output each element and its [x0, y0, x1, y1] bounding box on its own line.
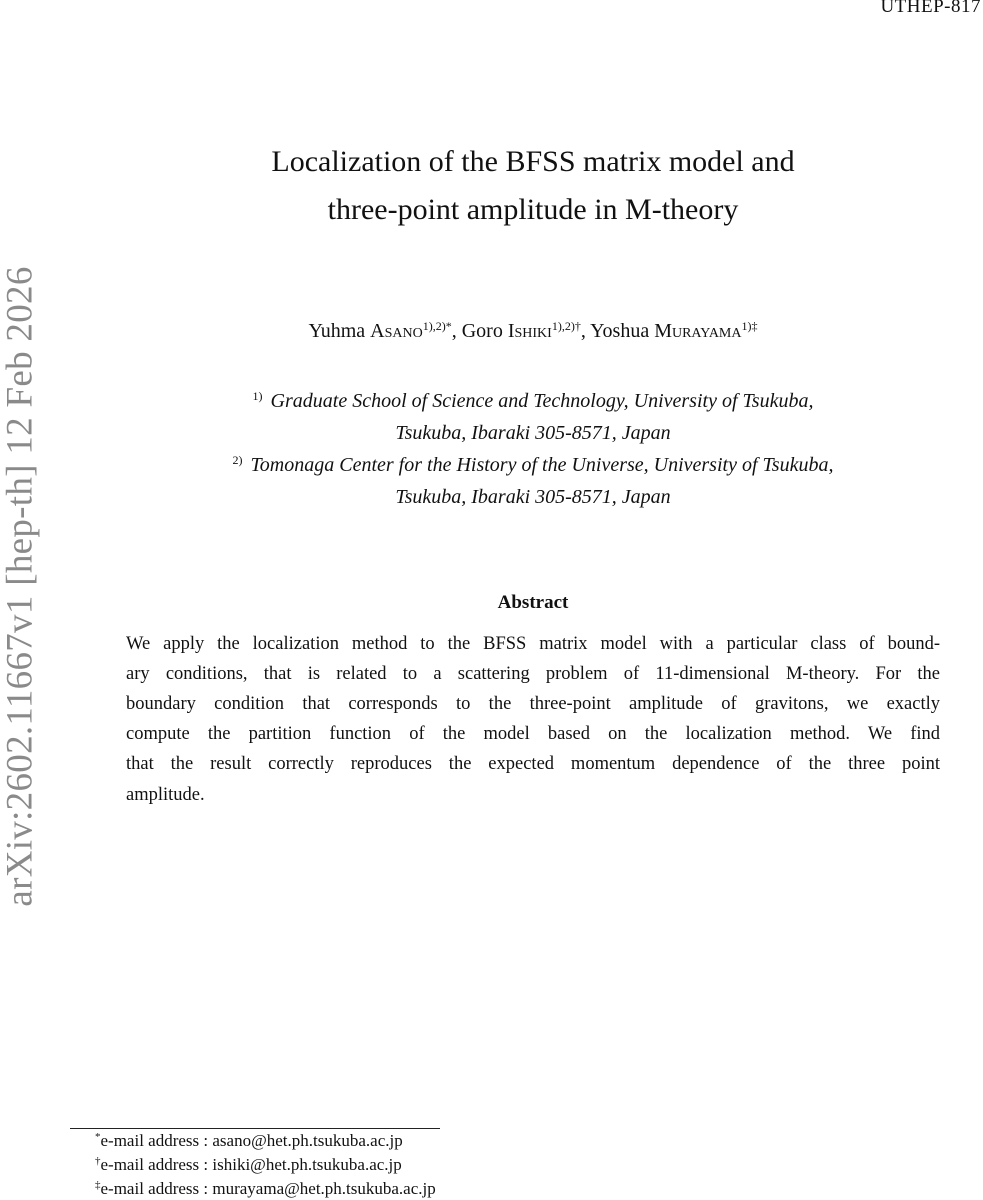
author-first: Yoshua	[590, 320, 650, 342]
author-last: Murayama	[654, 320, 742, 342]
abstract-line: compute the partition function of the model based on the localization method. We find	[126, 724, 940, 744]
footnote-rule	[70, 1128, 440, 1129]
abstract-line: boundary condition that corresponds to the three-point amplitude of gravitons, we exactly	[126, 694, 940, 714]
affiliation-text: Graduate School of Science and Technology, University of Tsukuba,	[270, 390, 814, 412]
title-line-1: Localization of the BFSS matrix model and	[271, 145, 795, 178]
footnote-text: e-mail address : murayama@het.ph.tsukuba.ac.jp	[100, 1179, 436, 1198]
affiliation-2-line-2: Tsukuba, Ibaraki 305-8571, Japan	[395, 486, 671, 508]
abstract-line: amplitude.	[126, 785, 205, 805]
author-marks: 1)‡	[741, 319, 758, 333]
author-last: Asano	[370, 320, 423, 342]
abstract-line: that the result correctly reproduces the expected momentum dependence of the three point	[126, 754, 940, 774]
affiliation-mark: 2)	[232, 453, 243, 467]
abstract-line: ary conditions, that is related to a scattering problem of 11-dimensional M-theory. For the	[126, 664, 940, 684]
author-marks: 1),2)*	[422, 319, 452, 333]
report-number: UTHEP-817	[880, 0, 981, 17]
affiliation-2-line-1	[0, 454, 983, 477]
affiliation-mark: 1)	[252, 389, 263, 403]
author-last: Ishiki	[507, 320, 552, 342]
affiliation-1-line-2: Tsukuba, Ibaraki 305-8571, Japan	[395, 422, 671, 444]
abstract-heading: Abstract	[497, 592, 569, 613]
abstract-line: We apply the localization method to the BFSS matrix model with a particular class of bound-	[126, 634, 940, 654]
footnote-3	[95, 1179, 436, 1199]
affiliation-text: Tomonaga Center for the History of the Universe, University of Tsukuba,	[250, 454, 834, 476]
arxiv-stamp: arXiv:2602.11667v1 [hep-th] 12 Feb 2026	[0, 266, 41, 907]
title-line-2: three-point amplitude in M-theory	[327, 193, 739, 226]
author-marks: 1),2)†	[551, 319, 581, 333]
footnote-mark: *	[95, 1131, 101, 1143]
footnote-2	[95, 1155, 402, 1175]
footnote-mark: ‡	[95, 1179, 101, 1191]
footnote-1	[95, 1131, 403, 1151]
author-first: Goro	[461, 320, 503, 342]
author-list: Yuhma Asano$^{1),2)*}$, Goro Ishiki$^{1),2)\dagger}$, Yoshua Murayama$^{1)\ddagger}$	[308, 319, 758, 342]
footnote-mark: †	[95, 1155, 101, 1167]
footnote-text: e-mail address : ishiki@het.ph.tsukuba.ac.jp	[100, 1155, 402, 1174]
footnote-text: e-mail address : asano@het.ph.tsukuba.ac.jp	[100, 1131, 403, 1150]
affiliation-1-line-1	[0, 390, 983, 413]
author-first: Yuhma	[308, 320, 366, 342]
